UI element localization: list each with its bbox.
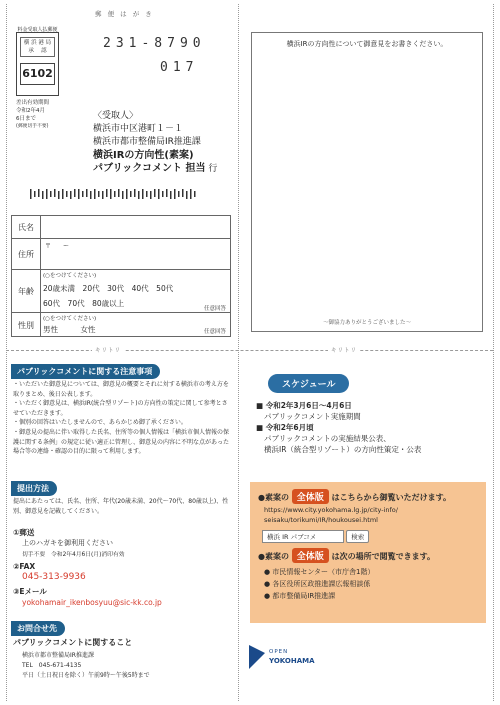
form-row-line (12, 238, 230, 239)
notes-list (13, 380, 233, 457)
form-row-line (12, 312, 230, 313)
age-optional-note: 任意回答 (203, 306, 226, 312)
recipient-name: パブリックコメント 担当 (93, 163, 206, 174)
contact-line: TEL 045-671-4135 (22, 662, 82, 669)
stamp-line-2: 承 認 (28, 48, 47, 54)
web-line-pre: ●素案の (258, 493, 289, 502)
form-row-line (12, 269, 230, 270)
gender-label: 性別 (18, 321, 34, 330)
validity-line-0: 差出有効期間 (16, 100, 50, 106)
contact-lines (22, 651, 150, 681)
right-edge-guide (493, 4, 494, 701)
stamp-number: 6102 (20, 63, 55, 85)
address-prefix: 〒 ー (45, 243, 70, 250)
fax-title: ②FAX (13, 562, 36, 571)
notes-heading: パブリックコメントに関する注意事項 (11, 364, 160, 379)
mail-title: ①郵送 (13, 528, 35, 537)
schedule-item2-desc1: パブリックコメントの実施結果公表、 (264, 434, 391, 443)
open-yokohama-logo (248, 645, 318, 675)
mail-desc: 上のハガキを御利用ください (22, 539, 113, 547)
schedule-item1-date: ■ 令和2年3月6日〜4月6日 (256, 401, 352, 410)
age-options-row2: 60代 70代 80歳以上 (43, 299, 125, 308)
postal-code-bottom: 017 (160, 60, 199, 75)
stamp-inner-box (20, 37, 55, 57)
validity-line-2: 6日まで (16, 116, 36, 122)
full-version-pill-2: 全体版 (292, 548, 329, 563)
logo-mark-icon (248, 645, 266, 669)
notes-item: ・いただいた御意見については、御意見の概要とそれに対する横浜市の考え方を取りまとめ、後日公表します。 (13, 381, 229, 398)
validity-block (16, 99, 49, 131)
respondent-form (11, 215, 231, 337)
opinion-box[interactable] (251, 32, 483, 332)
validity-line-3: (郵便切手不要) (16, 124, 49, 129)
customer-barcode (30, 189, 200, 199)
schedule-item2-desc2: 横浜IR（統合型リゾート）の方向性策定・公表 (264, 445, 422, 454)
schedule-item2-date: ■ 令和2年6月頃 (256, 423, 314, 432)
recipient-title: 横浜IRの方向性(素案) (93, 150, 194, 161)
logo-line2: YOKOHAMA (269, 657, 315, 665)
gender-optional-note: 任意回答 (203, 329, 226, 335)
places-line-post: は次の場所で閲覧できます。 (331, 552, 435, 561)
draft-access-box (250, 482, 486, 623)
stamp-line-1: 横 浜 港 局 (23, 40, 52, 46)
schedule-item1-desc: パブリックコメント実施期間 (264, 412, 361, 421)
places-list (264, 566, 375, 602)
barcode-graphic (30, 189, 200, 199)
schedule-heading: スケジュール (268, 374, 349, 393)
places-line-pre: ●素案の (258, 552, 289, 561)
postcard-header: 郵 便 は が き (95, 10, 154, 18)
contact-line: 横浜市都市整備局IR推進課 (22, 652, 94, 659)
contact-title: パブリックコメントに関すること (13, 638, 133, 647)
notes-item: ・いただく御意見は、横浜IR(統合型リゾート)の方向性の策定に関して参考とさせていただきます。 (13, 400, 228, 417)
submit-heading: 提出方法 (11, 481, 57, 496)
email-title: ③Eメール (13, 587, 47, 596)
center-fold-guide (238, 4, 239, 701)
notes-item: ・御意見の提出に伴い取得した氏名、住所等の個人情報は「横浜市個人情報の保護に関する条例」の規定に従い適正に管理し、御意見の内容に不明な点があった場合等の連絡・確認の目的に限って利用します。 (13, 428, 230, 456)
recipient-dept: 横浜市都市整備局IR推進課 (93, 137, 201, 147)
age-hint: (○をつけてください) (43, 273, 97, 279)
place-item: ● 都市整備局IR推進課 (264, 592, 336, 600)
cut-line (6, 350, 493, 351)
thanks-note: 〜御協力ありがとうございました〜 (322, 320, 411, 326)
search-text[interactable]: 横浜 IR パブコメ (262, 530, 344, 543)
age-options-row1: 20歳未満 20代 30代 40代 50代 (43, 284, 174, 293)
recipient-address: 横浜市中区港町１－１ (93, 124, 184, 134)
schedule-list (256, 400, 421, 455)
recipient-address-block (93, 110, 217, 176)
postal-code-top: 231-8790 (103, 36, 206, 51)
contact-heading: お問合せ先 (11, 621, 65, 636)
form-divider (40, 216, 41, 336)
gender-options: 男性 女性 (43, 325, 96, 334)
cut-label-left: キリトリ (92, 346, 124, 354)
fax-number[interactable]: 045-313-9936 (22, 572, 86, 582)
validity-line-1: 令和2年4月 (16, 108, 45, 114)
age-label: 年齢 (18, 287, 34, 296)
search-box[interactable] (262, 530, 369, 543)
gender-hint: (○をつけてください) (43, 316, 97, 322)
mail-note: 切手不要 令和2年4月6日(月)消印有効 (22, 552, 125, 558)
notes-item: ・個別の回答はいたしませんので、あらかじめ御了承ください。 (13, 419, 187, 427)
business-reply-stamp (16, 27, 59, 96)
url-line1[interactable]: https://www.city.yokohama.lg.jp/city-info/ (264, 506, 398, 514)
logo-line1: OPEN (269, 649, 289, 655)
web-line-post: はこちらから御覧いただけます。 (331, 493, 451, 502)
cut-label-right: キリトリ (328, 346, 360, 354)
url-line2[interactable]: seisaku/torikumi/IR/houkousei.html (264, 516, 378, 524)
place-item: ● 各区役所区政推進課広報相談係 (264, 580, 371, 588)
draft-url[interactable] (264, 505, 398, 525)
recipient-suffix: 行 (208, 164, 218, 174)
stamp-line-0: 料金受取人払郵便 (17, 27, 58, 33)
web-line (258, 489, 451, 504)
left-edge-guide (6, 4, 7, 701)
recipient-label: 〈受取人〉 (93, 111, 139, 121)
address-label: 住所 (18, 250, 34, 259)
email-address[interactable]: yokohamair_ikenbosyuu@sic-kk.co.jp (22, 598, 162, 607)
opinion-box-title: 横浜IRの方向性について御意見をお書きください。 (286, 40, 448, 48)
places-line (258, 548, 435, 563)
contact-line: 平日（土日祝日を除く）午前9時〜午後5時まで (22, 672, 150, 679)
submit-intro: 提出にあたっては、氏名、住所、年代(20歳未満、20代〜70代、80歳以上)、性別、御意見を記載してください。 (13, 498, 229, 515)
name-label: 氏名 (18, 223, 34, 232)
search-button[interactable]: 検索 (346, 530, 369, 543)
full-version-pill: 全体版 (292, 489, 329, 504)
place-item: ● 市民情報センター（市庁舎1階） (264, 568, 375, 576)
